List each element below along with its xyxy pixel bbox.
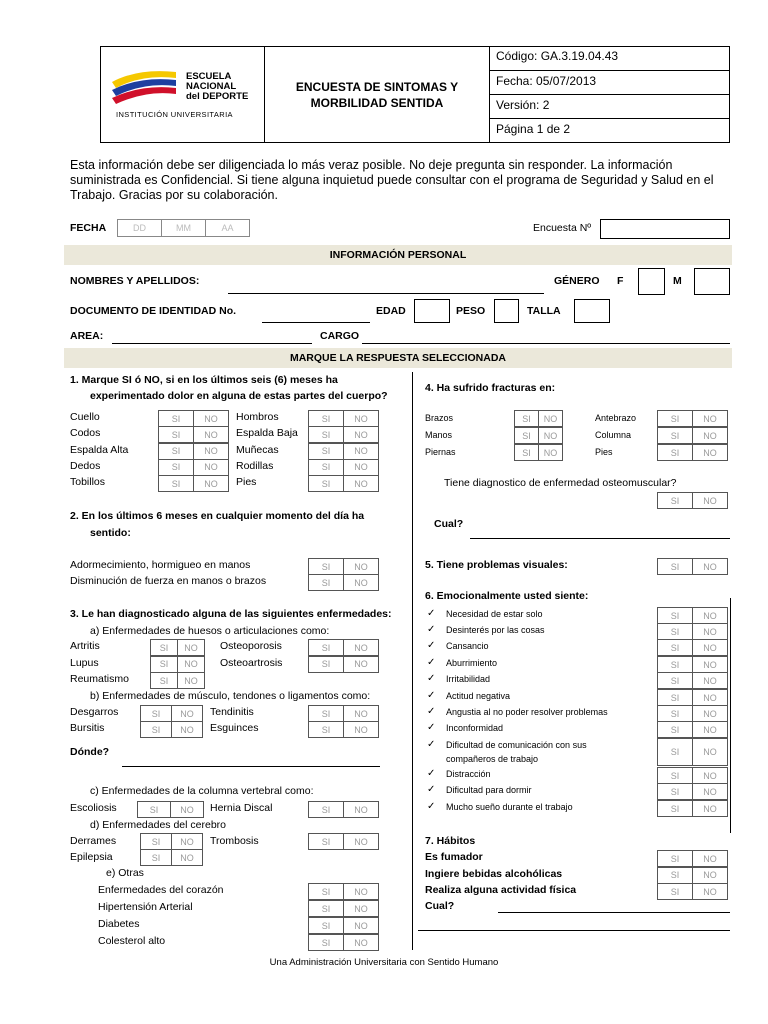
q6-sino-si-option[interactable]: SI (657, 705, 693, 722)
q1-right-item: Espalda Baja (236, 427, 298, 440)
genero-m-label: M (673, 275, 682, 287)
q3b-left-sino[interactable] (140, 721, 203, 738)
q3b-title: b) Enfermedades de músculo, tendones o ligamentos como: (90, 690, 371, 702)
q3c-right-sino-si-option[interactable]: SI (308, 801, 344, 818)
checkmark-icon: ✓ (427, 801, 436, 812)
q3a-left-sino[interactable] (150, 639, 205, 656)
q1-right-sino[interactable] (308, 410, 379, 427)
q3d-left-sino-si-option[interactable]: SI (140, 833, 172, 850)
q1-right-sino-si-option[interactable]: SI (308, 443, 344, 460)
q6-sino-no-option[interactable]: NO (692, 639, 728, 656)
q1-left-sino-no-option[interactable]: NO (193, 475, 229, 492)
q6-item: Inconformidad (446, 723, 504, 733)
q3b-right-sino-si-option[interactable]: SI (308, 721, 344, 738)
q3a-left-sino-no-option[interactable]: NO (177, 656, 205, 673)
q3a-right-sino-si-option[interactable]: SI (308, 656, 344, 673)
q7-sino-no-option[interactable]: NO (692, 883, 728, 900)
column-divider (412, 372, 413, 950)
q3a-right-sino[interactable] (308, 639, 379, 656)
q6-sino-si-option[interactable]: SI (657, 800, 693, 817)
q6-item: Aburrimiento (446, 658, 498, 668)
q4-right-item: Columna (595, 430, 632, 440)
q3c-title: c) Enfermedades de la columna vertebral como: (90, 785, 314, 797)
logo-line2: NACIONAL (186, 81, 237, 92)
q7-cual-field[interactable] (498, 912, 730, 913)
edad-field[interactable] (414, 299, 450, 323)
q6-sino[interactable] (657, 767, 728, 784)
q4-diag-label: Tiene diagnostico de enfermedad osteomuscular? (444, 477, 677, 489)
q6-sino-no-option[interactable]: NO (692, 767, 728, 784)
q7-cual-label: Cual? (425, 900, 455, 912)
q6-sino[interactable] (657, 639, 728, 656)
q1-left-item: Cuello (70, 411, 100, 423)
q3d-left-item: Derrames (70, 835, 117, 847)
q6-sino[interactable] (657, 689, 728, 706)
logo-subtitle: INSTITUCIÓN UNIVERSITARIA (116, 110, 233, 119)
q3a-left-sino-no-option[interactable]: NO (177, 672, 205, 689)
q3d-right-sino[interactable] (308, 833, 379, 850)
q3d-right-sino-no-option[interactable]: NO (343, 833, 379, 850)
checkmark-icon: ✓ (427, 608, 436, 619)
q6-sino[interactable] (657, 721, 728, 738)
q3b-right-sino-no-option[interactable]: NO (343, 721, 379, 738)
q3b-left-sino-si-option[interactable]: SI (140, 721, 172, 738)
q6-sino[interactable] (657, 705, 728, 722)
q6-item: Distracción (446, 769, 491, 779)
q4-right-sino-no-option[interactable]: NO (692, 427, 728, 444)
q2-sino-si-option[interactable]: SI (308, 558, 344, 575)
intro-text: Esta información debe ser diligenciada lo más veraz posible. No deje pregunta sin responder. La información suministrada es Confidencial. Si tiene alguna inquietud puede consultar con el programa de Seguridad y Salud en el Trabajo. Gracias por su colaboración. (70, 158, 714, 202)
logo-stripes-icon (108, 66, 180, 106)
q6-item: Angustia al no poder resolver problemas (446, 707, 608, 717)
q4-left-sino-no-option[interactable]: NO (538, 444, 563, 461)
q3e-sino[interactable] (308, 900, 379, 917)
checkmark-icon: ✓ (427, 768, 436, 779)
marque-band: MARQUE LA RESPUESTA SELECCIONADA (64, 348, 732, 368)
q6-sino[interactable] (657, 656, 728, 673)
q6-item: Cansancio (446, 641, 489, 651)
q1-left-sino[interactable] (158, 475, 229, 492)
q6-sino[interactable] (657, 783, 728, 800)
checkmark-icon: ✓ (427, 690, 436, 701)
q7-item: Es fumador (425, 851, 483, 863)
q3b-right-sino-si-option[interactable]: SI (308, 705, 344, 722)
checkmark-icon: ✓ (427, 673, 436, 684)
documento-field[interactable] (262, 322, 370, 323)
q3b-right-sino[interactable] (308, 721, 379, 738)
genero-m-box[interactable] (694, 268, 730, 295)
q7-sino-si-option[interactable]: SI (657, 883, 693, 900)
right-divider (730, 598, 731, 833)
genero-f-box[interactable] (638, 268, 665, 295)
q2-sino[interactable] (308, 558, 379, 575)
q6-sino-si-option[interactable]: SI (657, 623, 693, 640)
q2-item: Disminución de fuerza en manos o brazos (70, 575, 267, 587)
q3e-item: Colesterol alto (98, 935, 166, 947)
q3b-left-sino-no-option[interactable]: NO (171, 705, 203, 722)
q1-left-sino-no-option[interactable]: NO (193, 426, 229, 443)
q4-left-sino-si-option[interactable]: SI (514, 444, 539, 461)
q4-left-sino[interactable] (514, 444, 563, 461)
q6-item: Actitud negativa (446, 691, 511, 701)
q4-cual-field[interactable] (470, 538, 730, 539)
q6-sino-no-option[interactable]: NO (692, 783, 728, 800)
q7-sino[interactable] (657, 883, 728, 900)
q1-right-sino-si-option[interactable]: SI (308, 410, 344, 427)
encuesta-label: Encuesta Nº (533, 222, 592, 234)
q4-right-sino[interactable] (657, 427, 728, 444)
personal-band: INFORMACIÓN PERSONAL (64, 245, 732, 265)
q1-left-item: Espalda Alta (70, 443, 129, 456)
q1-right-sino-si-option[interactable]: SI (308, 426, 344, 443)
q4-right-sino[interactable] (657, 410, 728, 427)
q3a-left-sino-no-option[interactable]: NO (177, 639, 205, 656)
q4-right-sino-no-option[interactable]: NO (692, 410, 728, 427)
doc-page: Página 1 de 2 (496, 122, 571, 136)
q7-sino[interactable] (657, 867, 728, 884)
month-field[interactable]: MM (161, 219, 206, 237)
q2-sino[interactable] (308, 574, 379, 591)
q6-sino-si-option[interactable]: SI (657, 639, 693, 656)
q3b-left-item: Bursitis (70, 722, 105, 734)
checkmark-icon: ✓ (427, 739, 436, 750)
q1-right-sino-no-option[interactable]: NO (343, 459, 379, 476)
document-title: ENCUESTA DE SINTOMAS Y MORBILIDAD SENTIDA (265, 46, 490, 143)
year-field[interactable]: AA (205, 219, 250, 237)
q6-sino-si-option[interactable]: SI (657, 656, 693, 673)
fecha-label: FECHA (70, 222, 107, 234)
q5-sino-si-option[interactable]: SI (657, 558, 693, 575)
q6-sino-si-option[interactable]: SI (657, 672, 693, 689)
q6-sino[interactable] (657, 623, 728, 640)
q3e-sino-si-option[interactable]: SI (308, 934, 344, 951)
q1-left-sino-si-option[interactable]: SI (158, 475, 194, 492)
q1-right-item: Rodillas (236, 459, 274, 472)
day-field[interactable]: DD (117, 219, 162, 237)
q1-left-sino[interactable] (158, 443, 229, 460)
q3d-left-sino[interactable] (140, 833, 203, 850)
q4-diag-sino[interactable] (657, 492, 728, 509)
q1-title: 1. Marque SI ó NO, si en los últimos seis (6) meses ha (70, 374, 338, 386)
checkmark-icon: ✓ (427, 657, 436, 668)
q1-left-sino[interactable] (158, 410, 229, 427)
q1-left-item: Dedos (70, 459, 101, 472)
q7-sino[interactable] (657, 850, 728, 867)
q6-sino-no-option[interactable]: NO (692, 800, 728, 817)
q4-left-item: Piernas (425, 447, 456, 457)
doc-date: Fecha: 05/07/2013 (490, 71, 730, 95)
q1-right-sino[interactable] (308, 459, 379, 476)
q3e-sino[interactable] (308, 917, 379, 934)
q1-left-sino-si-option[interactable]: SI (158, 443, 194, 460)
q6-sino-si-option[interactable]: SI (657, 738, 693, 766)
q7-item: Ingiere bebidas alcohólicas (425, 867, 563, 880)
q3d-title: d) Enfermedades del cerebro (90, 819, 226, 831)
q3d-left-sino-no-option[interactable]: NO (171, 833, 203, 850)
q6-sino-no-option[interactable]: NO (692, 738, 728, 766)
q3a-title: a) Enfermedades de huesos o articulaciones como: (90, 625, 330, 637)
logo-line3: del DEPORTE (186, 91, 249, 102)
q3d-left-sino-no-option[interactable]: NO (171, 849, 203, 866)
q7-sino-si-option[interactable]: SI (657, 867, 693, 884)
q3a-left-sino-si-option[interactable]: SI (150, 672, 178, 689)
cargo-field[interactable] (362, 343, 730, 344)
q1-left-item: Tobillos (70, 476, 106, 489)
q6-sino[interactable] (657, 672, 728, 689)
q3b-left-sino-no-option[interactable]: NO (171, 721, 203, 738)
logo-cell (100, 46, 265, 143)
q4-right-sino[interactable] (657, 444, 728, 461)
q1-left-sino-si-option[interactable]: SI (158, 426, 194, 443)
q4-diag-sino-no-option[interactable]: NO (692, 492, 728, 509)
q4-right-sino-si-option[interactable]: SI (657, 427, 693, 444)
q5-sino[interactable] (657, 558, 728, 575)
q3a-left-sino-si-option[interactable]: SI (150, 639, 178, 656)
q5-sino-no-option[interactable]: NO (692, 558, 728, 575)
q3d-right-item: Trombosis (210, 835, 259, 847)
checkmark-icon: ✓ (427, 784, 436, 795)
q1-right-sino-no-option[interactable]: NO (343, 426, 379, 443)
q3a-right-item: Osteoporosis (220, 640, 282, 652)
nombres-field[interactable] (228, 293, 544, 294)
q7-sino-si-option[interactable]: SI (657, 850, 693, 867)
q3a-left-sino-si-option[interactable]: SI (150, 656, 178, 673)
area-field[interactable] (112, 343, 312, 344)
encuesta-field[interactable] (600, 219, 730, 239)
q4-left-sino-si-option[interactable]: SI (514, 427, 539, 444)
q1-title-line2: experimentado dolor en alguna de estas partes del cuerpo? (90, 390, 388, 402)
q7-extra-line[interactable] (418, 930, 730, 931)
q6-item-line2: compañeros de trabajo (446, 754, 539, 764)
checkmark-icon: ✓ (427, 624, 436, 635)
edad-label: EDAD (376, 305, 406, 317)
q3b-right-sino-no-option[interactable]: NO (343, 705, 379, 722)
q7-sino-no-option[interactable]: NO (692, 850, 728, 867)
doc-version: Versión: 2 (490, 95, 730, 119)
q3e-sino-no-option[interactable]: NO (343, 917, 379, 934)
q6-sino[interactable] (657, 738, 728, 766)
q3a-right-sino-no-option[interactable]: NO (343, 656, 379, 673)
q1-right-sino[interactable] (308, 475, 379, 492)
cargo-label: CARGO (320, 330, 360, 342)
q3e-sino[interactable] (308, 934, 379, 951)
donde-label: Dónde? (70, 746, 110, 758)
q1-right-sino[interactable] (308, 426, 379, 443)
q3d-left-sino[interactable] (140, 849, 203, 866)
q3e-sino-no-option[interactable]: NO (343, 900, 379, 917)
q1-right-sino-si-option[interactable]: SI (308, 459, 344, 476)
q4-diag-sino-si-option[interactable]: SI (657, 492, 693, 509)
q2-item: Adormecimiento, hormigueo en manos (70, 559, 251, 571)
q6-sino-no-option[interactable]: NO (692, 623, 728, 640)
q2-sino-si-option[interactable]: SI (308, 574, 344, 591)
q1-left-sino-no-option[interactable]: NO (193, 410, 229, 427)
q7-title: 7. Hábitos (425, 835, 476, 847)
q3a-left-item: Lupus (70, 656, 99, 669)
q3e-item: Hipertensión Arterial (98, 901, 193, 913)
q1-left-sino-si-option[interactable]: SI (158, 410, 194, 427)
q3a-left-sino[interactable] (150, 656, 205, 673)
fecha-fields[interactable] (118, 219, 250, 237)
q7-item: Realiza alguna actividad física (425, 884, 577, 896)
q4-left-item: Brazos (425, 413, 454, 423)
q1-left-item: Codos (70, 427, 101, 440)
q1-left-sino-no-option[interactable]: NO (193, 459, 229, 476)
q2-title: 2. En los últimos 6 meses en cualquier momento del día ha (70, 510, 365, 522)
q4-left-item: Manos (425, 430, 453, 440)
q1-right-item: Hombros (236, 411, 279, 423)
talla-field[interactable] (574, 299, 610, 323)
q6-sino-si-option[interactable]: SI (657, 689, 693, 706)
q6-sino-si-option[interactable]: SI (657, 783, 693, 800)
q3a-right-sino-no-option[interactable]: NO (343, 639, 379, 656)
footer-text: Una Administración Universitaria con Sentido Humano (269, 957, 499, 968)
q6-sino-si-option[interactable]: SI (657, 607, 693, 624)
logo-line1: ESCUELA (186, 71, 232, 82)
q6-sino-no-option[interactable]: NO (692, 656, 728, 673)
q3e-sino-no-option[interactable]: NO (343, 934, 379, 951)
q3c-left-sino-si-option[interactable]: SI (137, 801, 171, 818)
q6-item: Dificultad de comunicación con sus (446, 740, 587, 750)
q3e-sino-si-option[interactable]: SI (308, 917, 344, 934)
doc-code: Código: GA.3.19.04.43 (490, 46, 730, 71)
q6-sino-no-option[interactable]: NO (692, 721, 728, 738)
q1-right-sino-no-option[interactable]: NO (343, 443, 379, 460)
q4-right-sino-si-option[interactable]: SI (657, 444, 693, 461)
q3d-left-sino-si-option[interactable]: SI (140, 849, 172, 866)
nombres-label: NOMBRES Y APELLIDOS: (70, 275, 200, 287)
peso-field[interactable] (494, 299, 519, 323)
q1-right-sino[interactable] (308, 443, 379, 460)
q1-left-sino[interactable] (158, 426, 229, 443)
q4-left-sino-si-option[interactable]: SI (514, 410, 539, 427)
peso-label: PESO (456, 305, 486, 317)
q6-item: Mucho sueño durante el trabajo (446, 802, 573, 812)
q1-right-sino-no-option[interactable]: NO (343, 475, 379, 492)
q3b-left-sino-si-option[interactable]: SI (140, 705, 172, 722)
q1-left-sino[interactable] (158, 459, 229, 476)
q3d-right-sino-si-option[interactable]: SI (308, 833, 344, 850)
q1-left-sino-si-option[interactable]: SI (158, 459, 194, 476)
q6-sino-no-option[interactable]: NO (692, 689, 728, 706)
q3b-left-sino[interactable] (140, 705, 203, 722)
q6-sino-no-option[interactable]: NO (692, 672, 728, 689)
q3b-left-item: Desgarros (70, 706, 119, 718)
q4-title: 4. Ha sufrido fracturas en: (425, 382, 556, 394)
q3e-sino-si-option[interactable]: SI (308, 883, 344, 900)
documento-label: DOCUMENTO DE IDENTIDAD No. (70, 305, 237, 317)
q1-right-item: Muñecas (236, 443, 279, 456)
q3b-right-item: Tendinitis (210, 706, 254, 718)
q2-sino-no-option[interactable]: NO (343, 558, 379, 575)
q3c-left-sino-no-option[interactable]: NO (170, 801, 204, 818)
q2-title-line2: sentido: (90, 527, 131, 539)
q6-item: Dificultad para dormir (446, 785, 532, 795)
q1-right-sino-si-option[interactable]: SI (308, 475, 344, 492)
q3e-item: Enfermedades del corazón (98, 884, 224, 896)
q1-left-sino-no-option[interactable]: NO (193, 443, 229, 460)
q4-left-sino-no-option[interactable]: NO (538, 410, 563, 427)
q7-sino-no-option[interactable]: NO (692, 867, 728, 884)
area-label: AREA: (70, 330, 104, 342)
q3e-sino[interactable] (308, 883, 379, 900)
q3e-item: Diabetes (98, 918, 140, 930)
q3c-right-sino-no-option[interactable]: NO (343, 801, 379, 818)
q3c-right-item: Hernia Discal (210, 802, 273, 814)
q6-sino-si-option[interactable]: SI (657, 721, 693, 738)
q3b-right-sino[interactable] (308, 705, 379, 722)
q6-sino-no-option[interactable]: NO (692, 607, 728, 624)
q4-left-sino-no-option[interactable]: NO (538, 427, 563, 444)
q3a-left-item: Reumatismo (70, 673, 129, 685)
genero-f-label: F (617, 275, 624, 287)
q1-right-sino-no-option[interactable]: NO (343, 410, 379, 427)
q4-cual-label: Cual? (434, 518, 464, 530)
q3e-sino-no-option[interactable]: NO (343, 883, 379, 900)
q4-right-item: Antebrazo (595, 413, 637, 423)
q2-sino-no-option[interactable]: NO (343, 574, 379, 591)
q6-sino-si-option[interactable]: SI (657, 767, 693, 784)
talla-label: TALLA (527, 305, 561, 317)
q6-item: Necesidad de estar solo (446, 609, 543, 619)
checkmark-icon: ✓ (427, 722, 436, 733)
checkmark-icon: ✓ (427, 640, 436, 651)
q3a-left-sino[interactable] (150, 672, 205, 689)
q3a-right-sino[interactable] (308, 656, 379, 673)
q3a-right-item: Osteoartrosis (220, 656, 283, 669)
q3a-left-item: Artritis (70, 640, 100, 652)
q5-title: 5. Tiene problemas visuales: (425, 559, 568, 571)
q4-right-sino-no-option[interactable]: NO (692, 444, 728, 461)
q4-left-sino[interactable] (514, 427, 563, 444)
q3e-title: e) Otras (106, 867, 144, 879)
q3-title: 3. Le han diagnosticado alguna de las siguientes enfermedades: (70, 608, 392, 620)
q3c-left-sino[interactable] (137, 801, 204, 818)
q3c-right-sino[interactable] (308, 801, 379, 818)
q6-item: Irritabilidad (446, 674, 491, 684)
q3c-left-item: Escoliosis (70, 802, 117, 814)
q3e-sino-si-option[interactable]: SI (308, 900, 344, 917)
q6-sino[interactable] (657, 607, 728, 624)
q6-item: Desinterés por las cosas (446, 625, 545, 635)
q4-left-sino[interactable] (514, 410, 563, 427)
q6-sino[interactable] (657, 800, 728, 817)
genero-label: GÉNERO (554, 275, 600, 287)
q3b-right-item: Esguinces (210, 722, 259, 734)
q4-right-item: Pies (595, 447, 613, 457)
q1-right-item: Pies (236, 476, 257, 489)
q6-title: 6. Emocionalmente usted siente: (425, 590, 589, 602)
q4-right-sino-si-option[interactable]: SI (657, 410, 693, 427)
donde-field[interactable] (122, 766, 380, 767)
checkmark-icon: ✓ (427, 706, 436, 717)
q3a-right-sino-si-option[interactable]: SI (308, 639, 344, 656)
q6-sino-no-option[interactable]: NO (692, 705, 728, 722)
q3d-left-item: Epilepsia (70, 851, 113, 863)
